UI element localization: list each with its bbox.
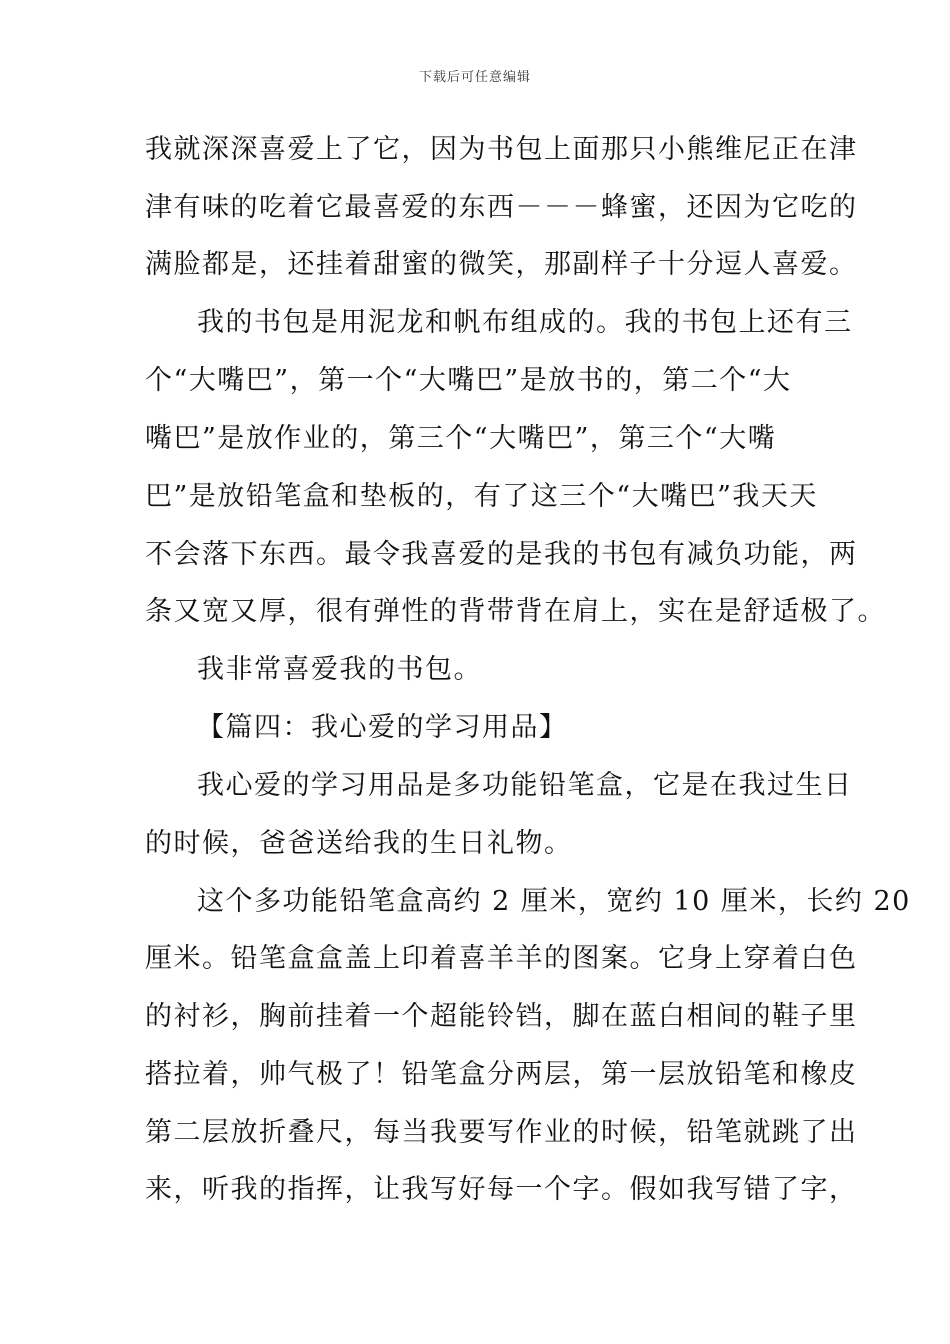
text-line: 我就深深喜爱上了它，因为书包上面那只小熊维尼正在津 xyxy=(145,134,858,165)
paragraph-start-line: 这个多功能铅笔盒高约 2 厘米，宽约 10 厘米，长约 20 xyxy=(197,886,911,917)
text-line: 满脸都是，还挂着甜蜜的微笑，那副样子十分逗人喜爱。 xyxy=(145,249,858,280)
text-line: 嘴巴”是放作业的，第三个“大嘴巴”，第三个“大嘴 xyxy=(145,423,777,454)
text-line: 的时候，爸爸送给我的生日礼物。 xyxy=(145,828,573,859)
text-line: 个“大嘴巴”，第一个“大嘴巴”是放书的，第二个“大 xyxy=(145,365,792,396)
text-line: 厘米。铅笔盒盒盖上印着喜羊羊的图案。它身上穿着白色 xyxy=(145,943,858,974)
text-line: 来，听我的指挥，让我写好每一个字。假如我写错了字， xyxy=(145,1174,858,1205)
text-line: 第二层放折叠尺，每当我要写作业的时候，铅笔就跳了出 xyxy=(145,1117,858,1148)
section-heading: 【篇四：我心爱的学习用品】 xyxy=(197,712,568,743)
paragraph-start-line: 我心爱的学习用品是多功能铅笔盒，它是在我过生日 xyxy=(197,770,853,801)
text-line: 条又宽又厚，很有弹性的背带背在肩上，实在是舒适极了。 xyxy=(145,596,886,627)
paragraph-start-line: 我的书包是用泥龙和帆布组成的。我的书包上还有三 xyxy=(197,307,853,338)
text-line: 巴”是放铅笔盒和垫板的，有了这三个“大嘴巴”我天天 xyxy=(145,481,818,512)
text-line: 搭拉着，帅气极了！铅笔盒分两层，第一层放铅笔和橡皮 xyxy=(145,1059,858,1090)
paragraph-start-line: 我非常喜爱我的书包。 xyxy=(197,654,482,685)
text-line: 的衬衫，胸前挂着一个超能铃铛，脚在蓝白相间的鞋子里 xyxy=(145,1001,858,1032)
page-header: 下载后可任意编辑 xyxy=(418,70,531,85)
text-line: 津有味的吃着它最喜爱的东西－－－蜂蜜，还因为它吃的 xyxy=(145,192,858,223)
text-line: 不会落下东西。最令我喜爱的是我的书包有减负功能，两 xyxy=(145,539,858,570)
